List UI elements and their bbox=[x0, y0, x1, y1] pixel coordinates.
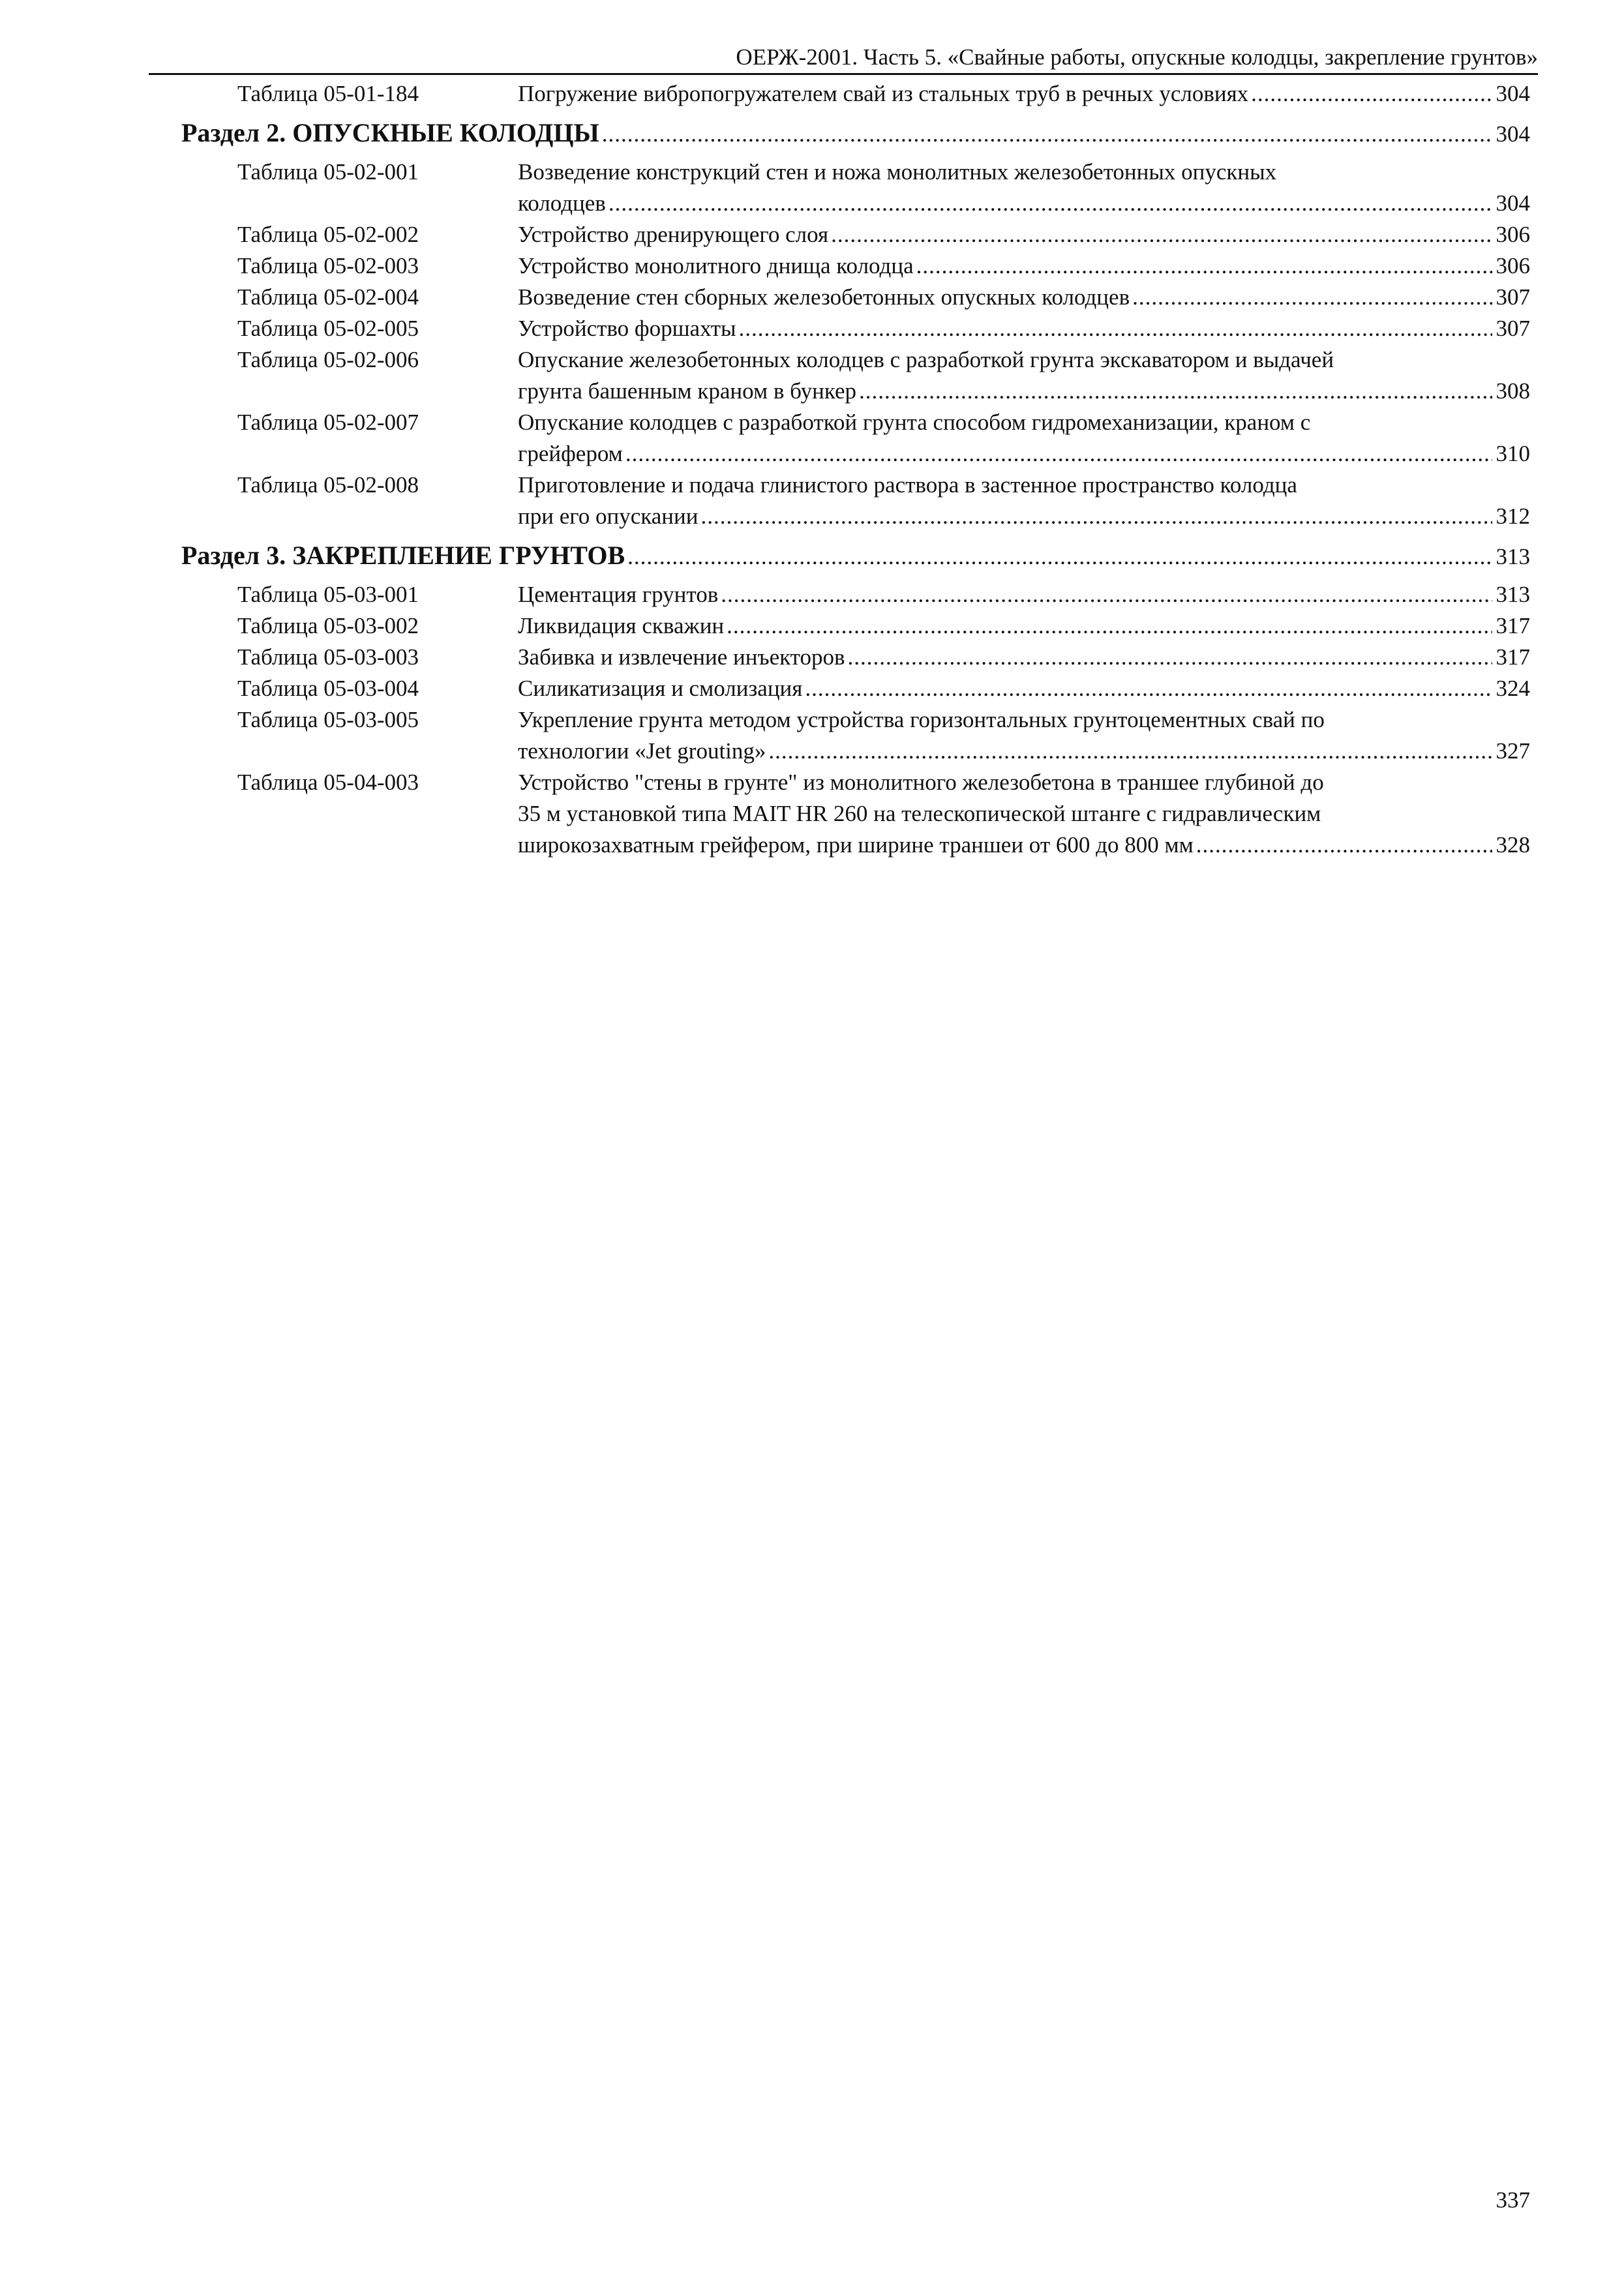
toc-entry-title-cont: грейфером bbox=[518, 441, 623, 466]
dot-leader bbox=[859, 376, 1492, 407]
toc-entry-code: Таблица 05-03-005 bbox=[237, 707, 419, 732]
toc-entry-page: 317 bbox=[1496, 644, 1530, 670]
toc-entry-page: 306 bbox=[1496, 253, 1530, 278]
dot-leader bbox=[627, 540, 1492, 574]
dot-leader bbox=[700, 501, 1492, 532]
toc-entry-title: Силикатизация и смолизация bbox=[518, 676, 803, 701]
toc-entry[interactable] bbox=[181, 673, 1530, 704]
toc-entry-title: Устройство "стены в грунте" из монолитного железобетона в траншее глубиной до bbox=[518, 770, 1324, 795]
toc-entry-code: Таблица 05-01-184 bbox=[237, 81, 419, 106]
toc-entry-page: 312 bbox=[1496, 503, 1530, 529]
toc-entry[interactable] bbox=[181, 250, 1530, 282]
toc-entry-code: Таблица 05-02-007 bbox=[237, 410, 419, 435]
toc-entry-code: Таблица 05-03-003 bbox=[237, 644, 419, 670]
toc-entry[interactable] bbox=[181, 407, 1530, 470]
toc-entry-page: 307 bbox=[1496, 316, 1530, 341]
dot-leader bbox=[805, 673, 1492, 704]
toc-entry-page: 310 bbox=[1496, 441, 1530, 466]
toc-entry-code: Таблица 05-02-001 bbox=[237, 159, 419, 185]
toc-entry-title-cont: широкозахватным грейфером, при ширине траншеи от 600 до 800 мм bbox=[518, 832, 1194, 858]
toc-section-heading[interactable] bbox=[181, 116, 1530, 150]
toc-entry-page: 304 bbox=[1496, 190, 1530, 216]
toc-entry[interactable] bbox=[181, 78, 1530, 110]
dot-leader bbox=[916, 250, 1492, 282]
dot-leader bbox=[602, 117, 1492, 151]
toc-entry[interactable] bbox=[181, 282, 1530, 313]
section-page: 304 bbox=[1496, 121, 1530, 147]
toc-entry[interactable] bbox=[181, 767, 1530, 861]
toc-entry-page: 304 bbox=[1496, 81, 1530, 106]
toc-entry[interactable] bbox=[181, 344, 1530, 407]
toc-entry-code: Таблица 05-04-003 bbox=[237, 770, 419, 795]
toc-entry[interactable] bbox=[181, 704, 1530, 767]
toc-entry-page: 313 bbox=[1496, 582, 1530, 607]
toc-entry[interactable] bbox=[181, 470, 1530, 532]
dot-leader bbox=[609, 188, 1492, 219]
toc-entry-code: Таблица 05-02-008 bbox=[237, 472, 419, 498]
toc-entry[interactable] bbox=[181, 579, 1530, 610]
toc-entry-page: 328 bbox=[1496, 832, 1530, 858]
toc-entry-title: Опускание колодцев с разработкой грунта способом гидромеханизации, краном с bbox=[518, 410, 1311, 435]
table-of-contents bbox=[181, 78, 1530, 861]
section-title: Раздел 3. ЗАКРЕПЛЕНИЕ ГРУНТОВ bbox=[181, 541, 625, 570]
dot-leader bbox=[1132, 282, 1492, 313]
toc-entry-title: Устройство монолитного днища колодца bbox=[518, 253, 914, 278]
dot-leader bbox=[721, 579, 1492, 610]
toc-entry-title: Ликвидация скважин bbox=[518, 613, 725, 638]
dot-leader bbox=[1196, 830, 1492, 861]
toc-entry-title-cont: технологии «Jet grouting» bbox=[518, 738, 766, 764]
toc-entry-page: 317 bbox=[1496, 613, 1530, 638]
header-rule bbox=[149, 73, 1538, 75]
dot-leader bbox=[1251, 78, 1492, 110]
dot-leader bbox=[831, 219, 1492, 250]
toc-entry-page: 308 bbox=[1496, 378, 1530, 404]
toc-entry[interactable] bbox=[181, 610, 1530, 642]
toc-entry-title-cont: колодцев bbox=[518, 190, 606, 216]
toc-entry-title: Забивка и извлечение инъекторов bbox=[518, 644, 845, 670]
toc-entry-title: Приготовление и подача глинистого раствора в застенное пространство колодца bbox=[518, 472, 1297, 498]
toc-entry[interactable] bbox=[181, 313, 1530, 344]
toc-entry-code: Таблица 05-02-006 bbox=[237, 347, 419, 372]
toc-entry-code: Таблица 05-02-003 bbox=[237, 253, 419, 278]
toc-entry-page: 324 bbox=[1496, 676, 1530, 701]
toc-entry-title-cont: грунта башенным краном в бункер bbox=[518, 378, 856, 404]
toc-entry[interactable] bbox=[181, 642, 1530, 673]
toc-entry-title: Цементация грунтов bbox=[518, 582, 719, 607]
toc-entry-code: Таблица 05-02-002 bbox=[237, 222, 419, 247]
toc-entry-title: Опускание железобетонных колодцев с разработкой грунта экскаватором и выдачей bbox=[518, 347, 1334, 372]
dot-leader bbox=[625, 438, 1492, 470]
toc-entry[interactable] bbox=[181, 219, 1530, 250]
running-header: ОЕРЖ-2001. Часть 5. «Свайные работы, опускные колодцы, закрепление грунтов» bbox=[736, 44, 1538, 70]
dot-leader bbox=[768, 736, 1492, 767]
section-page: 313 bbox=[1496, 544, 1530, 569]
toc-entry-title: Укрепление грунта методом устройства горизонтальных грунтоцементных свай по bbox=[518, 707, 1325, 732]
toc-entry-title-cont: 35 м установкой типа MAIT HR 260 на телескопической штанге с гидравлическим bbox=[518, 801, 1321, 826]
page-number: 337 bbox=[1496, 2187, 1530, 2213]
dot-leader bbox=[848, 642, 1492, 673]
toc-entry-title: Устройство форшахты bbox=[518, 316, 736, 341]
toc-entry-code: Таблица 05-02-004 bbox=[237, 284, 419, 310]
toc-entry-code: Таблица 05-02-005 bbox=[237, 316, 419, 341]
toc-entry-title: Возведение стен сборных железобетонных опускных колодцев bbox=[518, 284, 1130, 310]
toc-section-heading[interactable] bbox=[181, 539, 1530, 573]
toc-entry-page: 306 bbox=[1496, 222, 1530, 247]
toc-entry-page: 327 bbox=[1496, 738, 1530, 764]
dot-leader bbox=[739, 313, 1492, 344]
toc-entry-title-cont: при его опускании bbox=[518, 503, 699, 529]
dot-leader bbox=[727, 610, 1492, 642]
toc-entry-title: Погружение вибропогружателем свай из стальных труб в речных условиях bbox=[518, 81, 1249, 106]
toc-entry[interactable] bbox=[181, 157, 1530, 219]
toc-entry-code: Таблица 05-03-002 bbox=[237, 613, 419, 638]
toc-entry-title: Возведение конструкций стен и ножа монолитных железобетонных опускных bbox=[518, 159, 1277, 185]
section-title: Раздел 2. ОПУСКНЫЕ КОЛОДЦЫ bbox=[181, 118, 599, 147]
toc-entry-page: 307 bbox=[1496, 284, 1530, 310]
toc-entry-code: Таблица 05-03-001 bbox=[237, 582, 419, 607]
toc-entry-title: Устройство дренирующего слоя bbox=[518, 222, 829, 247]
toc-entry-code: Таблица 05-03-004 bbox=[237, 676, 419, 701]
